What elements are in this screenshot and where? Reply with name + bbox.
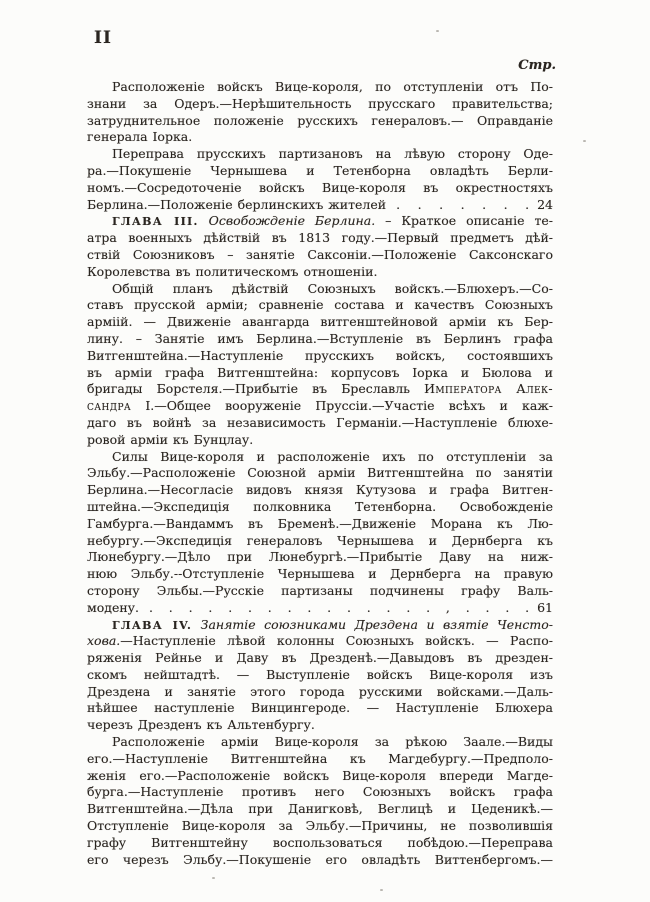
chapter-title-italic: Занятіе союзниками Дрездена и взятіе Ченсто- — [192, 616, 553, 632]
toc-line — [87, 365, 553, 382]
page-column-header: Стр. — [518, 58, 556, 73]
toc-line — [87, 566, 553, 583]
smallcaps-name: Императора Алек- — [424, 381, 553, 397]
toc-line — [87, 213, 553, 230]
toc-text: Расположеніе войскъ Вице-короля, по отступленіи отъ По- — [112, 79, 553, 94]
toc-text: Дрездена и занятіе этого города русскими войсками.—Даль- — [87, 683, 553, 699]
toc-text: бригады Борстеля.—Прибытіе въ Бреславль — [87, 381, 425, 397]
toc-line — [87, 449, 553, 466]
toc-text: небургу.—Экспедиція генераловъ Чернышева и Дернберга къ — [87, 532, 553, 548]
toc-line — [87, 549, 553, 566]
toc-line — [87, 633, 553, 650]
toc-text: Силы Вице-короля и расположеніе ихъ по отступленіи за — [112, 448, 553, 464]
toc-line — [87, 348, 553, 365]
toc-text: лину. – Занятіе имъ Берлина.—Вступленіе въ Берлинъ графа — [87, 330, 553, 346]
toc-line — [87, 482, 553, 499]
chapter-title-italic: хова. — [87, 633, 121, 649]
toc-line — [87, 818, 553, 835]
chapter-label: ГЛАВА IV. — [112, 618, 193, 632]
toc-line — [87, 314, 553, 331]
toc-line — [87, 499, 553, 516]
dot-leader: . . . . . . . . . . . . . . . , . . . . — [149, 599, 530, 615]
toc-text: І.—Общее вооруженіе Пруссіи.—Участіе всѣхъ и каж- — [131, 398, 553, 414]
toc-line — [87, 617, 553, 634]
toc-line — [87, 331, 553, 348]
toc-line — [87, 230, 553, 247]
toc-line — [87, 852, 553, 869]
toc-line — [87, 734, 553, 751]
toc-line — [87, 415, 553, 432]
toc-line — [87, 751, 553, 768]
toc-text: Берлина.—Несогласіе видовъ князя Кутузова и графа Витген- — [87, 482, 553, 498]
toc-line — [87, 684, 553, 701]
toc-line — [87, 163, 553, 180]
toc-text: Витгенштейна.—Дѣла при Данигковѣ, Веглицѣ и Цеденикѣ.— — [87, 801, 553, 817]
toc-line-text — [87, 197, 386, 214]
toc-text: Королевства въ политическомъ отношеніи. — [87, 263, 378, 279]
toc-text: ра.—Покушеніе Чернышева и Тетенборна овладѣть Берли- — [87, 162, 553, 178]
toc-text: ровой арміи къ Бунцлау. — [87, 431, 254, 447]
toc-line — [87, 768, 553, 785]
table-of-contents — [87, 79, 553, 868]
toc-text: —Наступленіе лѣвой колонны Союзныхъ войскъ. — Распо- — [120, 633, 553, 649]
smallcaps-name: сандра — [87, 398, 132, 414]
toc-text: ставъ прусской арміи; сравненіе состава и качествъ Союзныхъ — [87, 297, 553, 313]
toc-text: затруднительное положеніе русскихъ генераловъ.— Оправданіе — [87, 112, 553, 128]
toc-line — [87, 650, 553, 667]
toc-text: Гамбурга.—Вандаммъ въ Бременѣ.—Движеніе Морана къ Лю- — [87, 515, 553, 531]
toc-line — [87, 281, 553, 298]
toc-text: модену. — [87, 599, 140, 615]
toc-line — [87, 533, 553, 550]
toc-line — [87, 600, 553, 617]
scan-speck — [583, 140, 586, 142]
toc-line — [87, 113, 553, 130]
page-number: 24 — [537, 196, 553, 212]
toc-line — [87, 784, 553, 801]
toc-text: черезъ Дрезденъ къ Альтенбургу. — [87, 717, 315, 733]
toc-text: Переправа прусскихъ партизановъ на лѣвую сторону Оде- — [112, 146, 553, 162]
scan-speck — [380, 889, 383, 891]
toc-text: генерала Іорка. — [87, 129, 193, 145]
toc-text: номъ.—Сосредоточеніе войскъ Вице-короля въ окрестностяхъ — [87, 179, 553, 195]
toc-text: Общій планъ дѣйствій Союзныхъ войскъ.—Блюхеръ.—Со- — [112, 280, 553, 296]
toc-text: нюю Эльбу.--Отступленіе Чернышева и Дернберга на правую — [87, 566, 553, 582]
toc-line — [87, 717, 553, 734]
toc-line — [87, 381, 553, 398]
toc-text: Берлина.—Положеніе берлинскихъ жителей — [87, 196, 387, 212]
toc-line — [87, 197, 553, 214]
toc-text: нѣйшее наступленіе Винцингероде. — Наступленіе Блюхера — [87, 700, 553, 716]
scan-speck — [212, 877, 215, 879]
toc-line — [87, 432, 553, 449]
toc-line — [87, 180, 553, 197]
scan-speck — [436, 30, 439, 32]
toc-text: Витгенштейна.—Наступленіе прусскихъ войскъ, состоявшихъ — [87, 347, 553, 363]
toc-line — [87, 516, 553, 533]
toc-line — [87, 700, 553, 717]
toc-line — [87, 264, 553, 281]
toc-line — [87, 129, 553, 146]
toc-text: арміій. — Движеніе авангарда витгенштейновой арміи къ Бер- — [87, 314, 553, 330]
toc-line — [87, 247, 553, 264]
toc-line — [87, 465, 553, 482]
toc-line — [87, 297, 553, 314]
toc-text: его черезъ Эльбу.—Покушеніе его овладѣть Виттенбергомъ.— — [87, 851, 553, 867]
toc-text: знани за Одеръ.—Нерѣшительность прусскаго правительства; — [87, 95, 553, 111]
page-number: 61 — [537, 599, 553, 615]
toc-text: бурга.—Наступленіе противъ него Союзныхъ войскъ графа — [87, 784, 553, 800]
toc-line — [87, 667, 553, 684]
toc-text: – Краткое описаніе те- — [375, 213, 554, 229]
toc-text: атра военныхъ дѣйствій въ 1813 году.—Первый предметъ дѣй- — [87, 230, 553, 246]
toc-text: скомъ нейштадтѣ. — Выступленіе войскъ Вице-короля изъ — [87, 666, 553, 682]
chapter-label: ГЛАВА III. — [112, 215, 199, 229]
toc-line-text — [87, 600, 139, 617]
toc-text: въ арміи графа Витгенштейна: корпусовъ Іорка и Бюлова и — [87, 364, 553, 380]
toc-text: Люнебургу.—Дѣло при Люнебургѣ.—Прибытіе Даву на ниж- — [87, 549, 553, 565]
toc-line — [87, 835, 553, 852]
toc-text: Эльбу.—Расположеніе Союзной арміи Витгенштейна по занятіи — [87, 465, 553, 481]
page-folio: II — [94, 28, 112, 48]
toc-text: женія его.—Расположеніе войскъ Вице-короля впереди Магде- — [87, 767, 553, 783]
toc-line — [87, 583, 553, 600]
toc-line — [87, 96, 553, 113]
toc-text: Расположеніе арміи Вице-короля за рѣкою Заале.—Виды — [112, 734, 553, 750]
toc-text: сторону Эльбы.—Русскіе партизаны подчинены графу Валь- — [87, 582, 553, 598]
toc-text: штейна.—Экспедиція полковника Тетенборна. Освобожденіе — [87, 498, 553, 514]
toc-text: ствій Союзниковъ – занятіе Саксоніи.—Положеніе Саксонскаго — [87, 246, 553, 262]
toc-line — [87, 146, 553, 163]
toc-line — [87, 398, 553, 415]
chapter-title-italic: Освобожденіе Берлина. — [198, 213, 376, 229]
toc-text: Отступленіе Вице-короля за Эльбу.—Причины, не позволившія — [87, 818, 553, 834]
toc-text: даго въ войнѣ за независимость Германіи.—Наступленіе блюхе- — [87, 414, 553, 430]
toc-line — [87, 79, 553, 96]
toc-text: ряженія Рейнье и Даву въ Дрезденѣ.—Давыдовъ въ дрезден- — [87, 650, 553, 666]
dot-leader: . . . . . . . — [396, 196, 530, 212]
toc-line — [87, 801, 553, 818]
toc-text: его.—Наступленіе Витгенштейна къ Магдебургу.—Предполо- — [87, 750, 553, 766]
toc-text: графу Витгенштейну воспользоваться побѣдою.—Переправа — [87, 834, 553, 850]
